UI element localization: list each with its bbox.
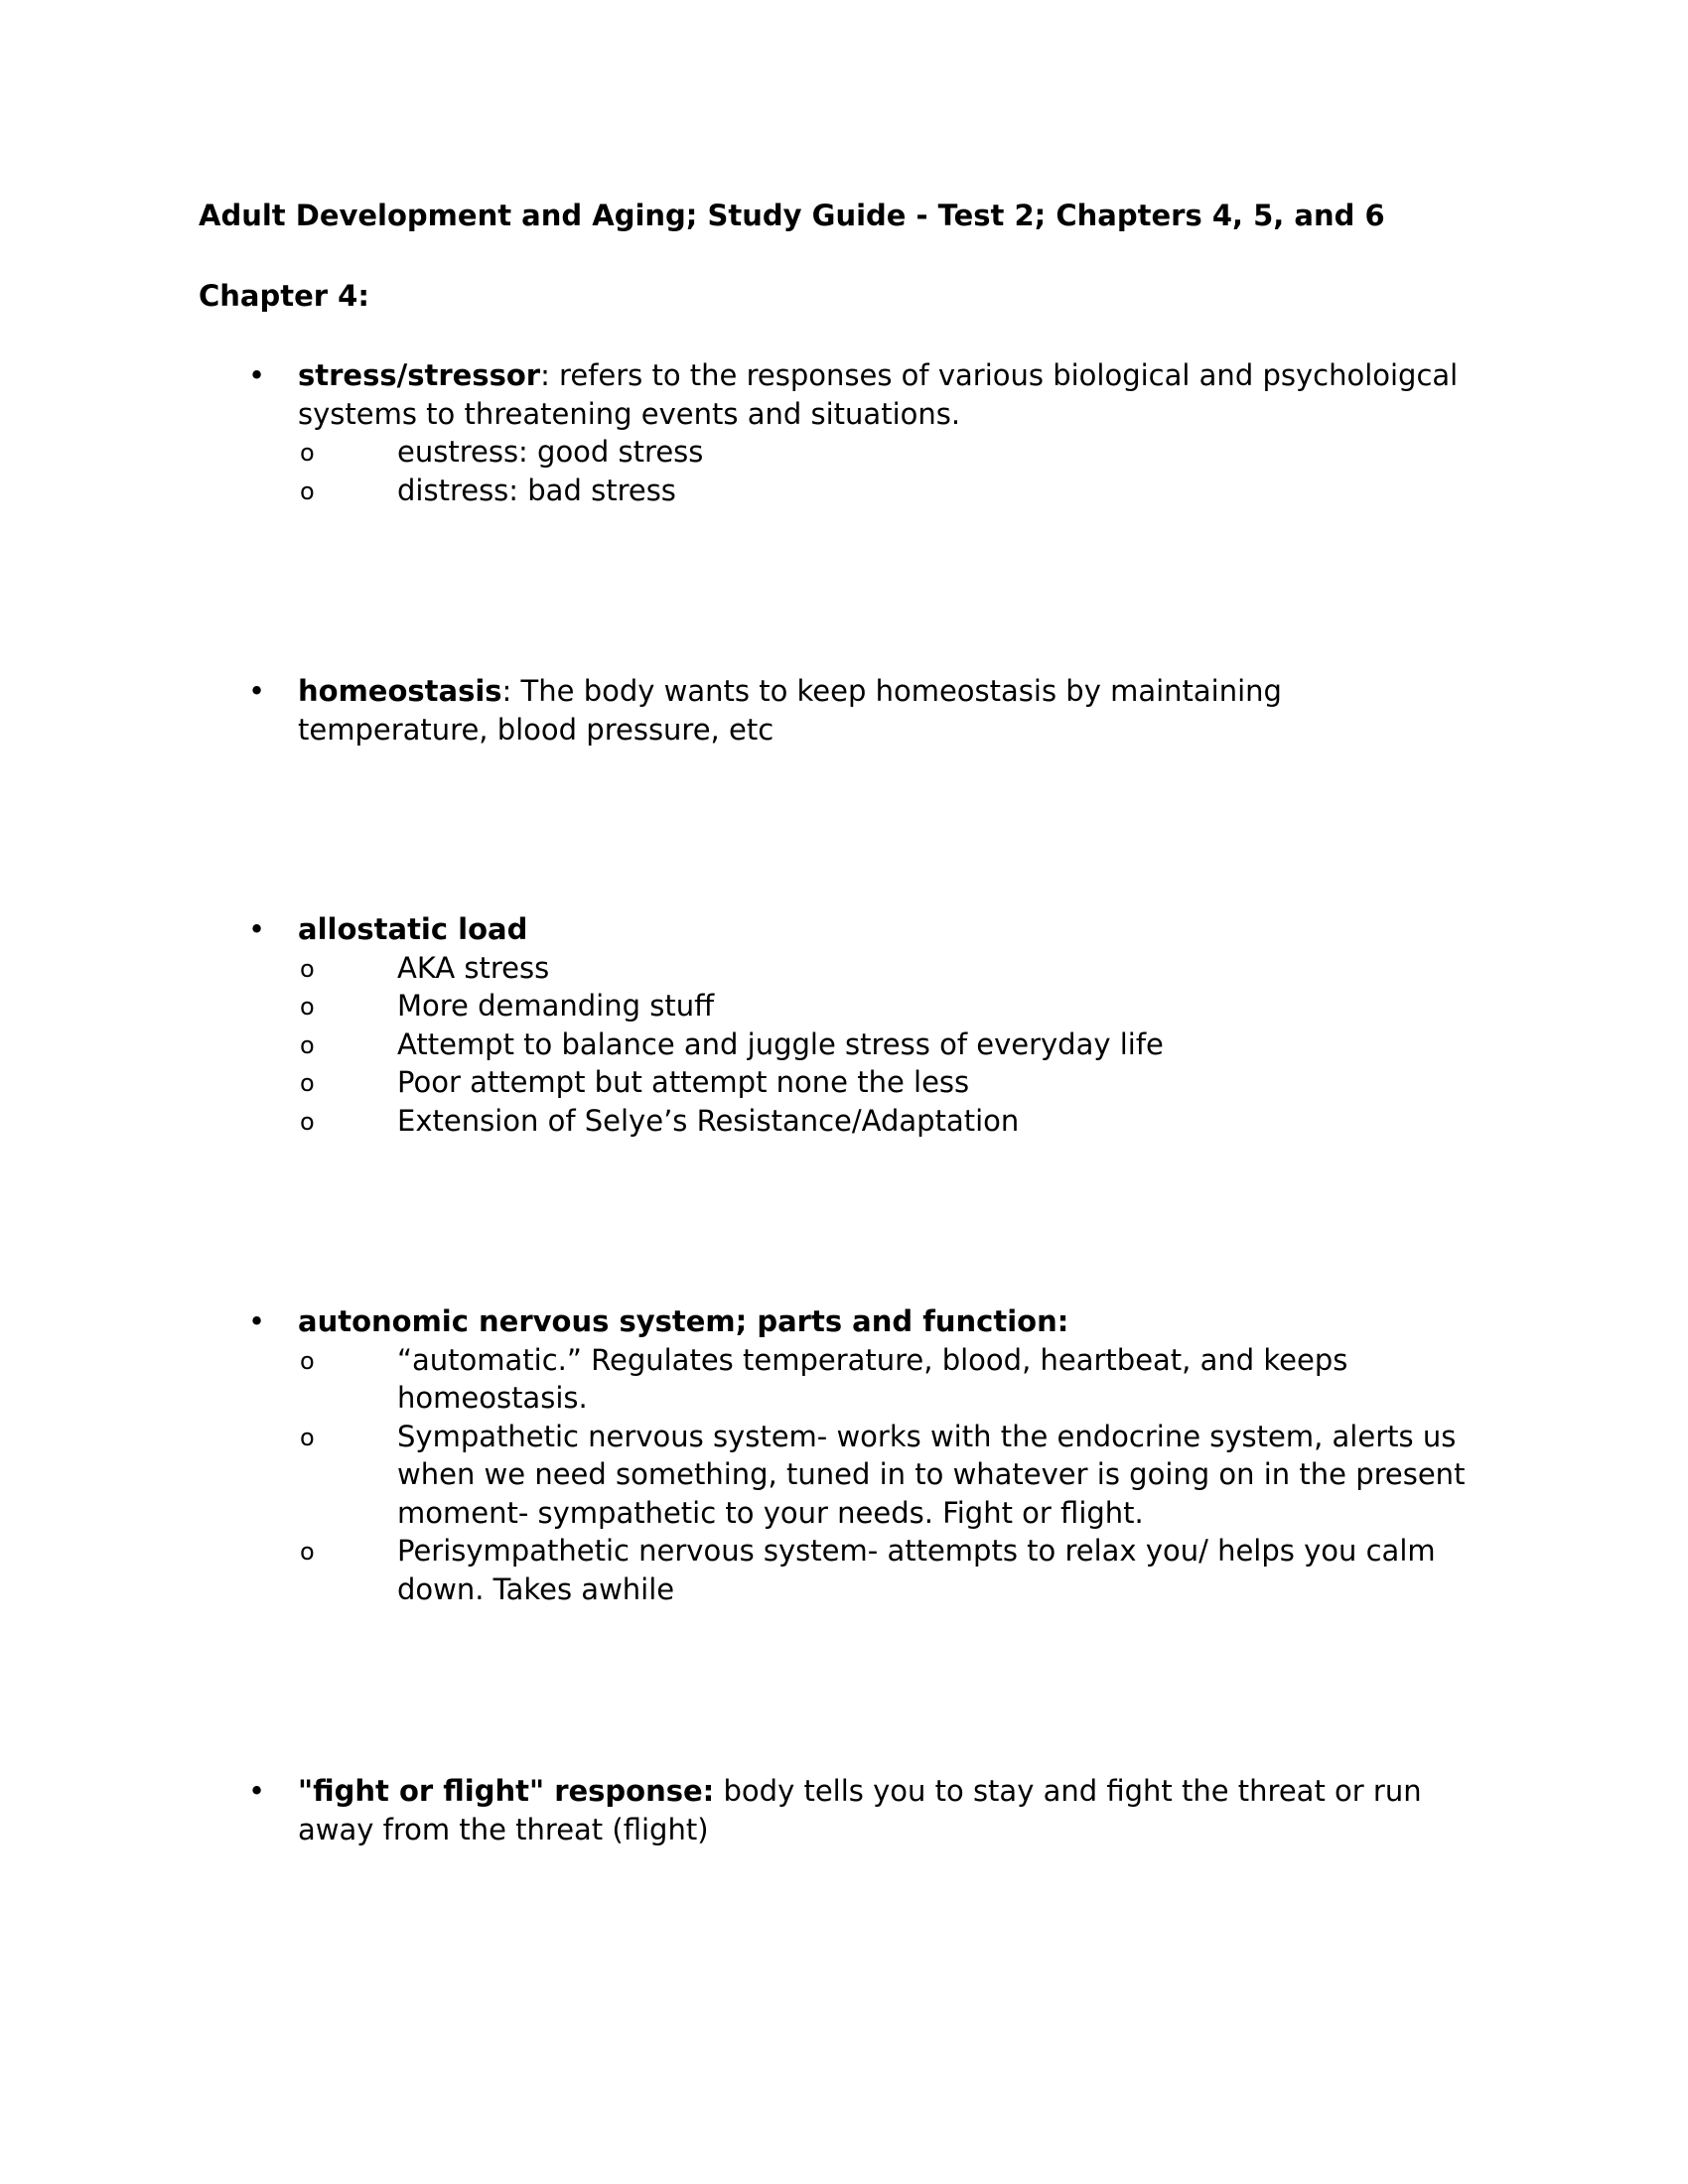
term-definition: body tells you to stay and fight the threat or run away from the threat (flight) (298, 1774, 1422, 1846)
sub-item-text: Sympathetic nervous system- works with the endocrine system, alerts us when we need something, tuned in to whatever is going on in the present moment- sympathetic to your needs. Fight or flight. (397, 1419, 1466, 1530)
bullet-icon: • (248, 1304, 266, 1338)
sub-list-item (298, 472, 1470, 510)
sub-list-item (298, 1063, 1470, 1102)
term-entry-stress (248, 356, 1509, 509)
circle-bullet-icon: o (300, 1538, 315, 1566)
term-line (298, 356, 1470, 433)
term-label: autonomic nervous system; parts and function: (298, 1304, 1069, 1338)
sub-item-text: More demanding stuff (397, 989, 715, 1023)
sub-list (298, 1341, 1509, 1609)
sub-item-text: AKA stress (397, 950, 550, 985)
sub-list (298, 433, 1509, 509)
sub-list-item (298, 1341, 1470, 1418)
sub-item-text: eustress: good stress (397, 435, 704, 469)
bullet-icon: • (248, 674, 266, 708)
term-entry-autonomic-nervous-system (248, 1302, 1509, 1608)
bullet-icon: • (248, 358, 266, 392)
sub-list-item (298, 1532, 1470, 1608)
term-line (298, 910, 1470, 949)
term-label: allostatic load (298, 912, 528, 946)
sub-item-text: Poor attempt but attempt none the less (397, 1065, 970, 1099)
term-line (298, 672, 1470, 749)
sub-item-text: Attempt to balance and juggle stress of everyday life (397, 1026, 1164, 1061)
document-title: Adult Development and Aging; Study Guide - Test 2; Chapters 4, 5, and 6 (199, 199, 1385, 232)
term-label: homeostasis (298, 674, 502, 708)
circle-bullet-icon: o (300, 1346, 315, 1375)
sub-list-item (298, 1102, 1470, 1141)
term-line (298, 1772, 1470, 1848)
circle-bullet-icon: o (300, 993, 315, 1021)
term-label: stress/stressor (298, 358, 541, 392)
sub-item-text: Perisympathetic nervous system- attempts to relax you/ helps you calm down. Takes awhile (397, 1534, 1436, 1606)
sub-list (298, 949, 1509, 1141)
term-entry-homeostasis (248, 672, 1509, 749)
circle-bullet-icon: o (300, 1069, 315, 1097)
term-definition: : refers to the responses of various biological and psycholoigcal systems to threatening events and situations. (298, 358, 1459, 431)
term-entry-fight-or-flight (248, 1772, 1509, 1848)
circle-bullet-icon: o (300, 1030, 315, 1059)
bullet-icon: • (248, 1774, 266, 1808)
sub-list-item (298, 949, 1470, 988)
sub-item-text: Extension of Selye’s Resistance/Adaptation (397, 1103, 1020, 1138)
term-entry-allostatic-load (248, 910, 1509, 1140)
sub-list-item (298, 1025, 1470, 1064)
circle-bullet-icon: o (300, 439, 315, 467)
sub-list-item (298, 1418, 1470, 1533)
term-definition: : The body wants to keep homeostasis by maintaining temperature, blood pressure, etc (298, 674, 1282, 747)
sub-list-item (298, 433, 1470, 472)
chapter-heading: Chapter 4: (199, 279, 369, 313)
sub-item-text: “automatic.” Regulates temperature, blood, heartbeat, and keeps homeostasis. (397, 1342, 1348, 1415)
term-label: "fight or flight" response: (298, 1774, 715, 1808)
sub-list-item (298, 987, 1470, 1025)
bullet-icon: • (248, 912, 266, 946)
circle-bullet-icon: o (300, 1423, 315, 1451)
sub-item-text: distress: bad stress (397, 473, 676, 507)
circle-bullet-icon: o (300, 477, 315, 505)
circle-bullet-icon: o (300, 1107, 315, 1136)
circle-bullet-icon: o (300, 954, 315, 983)
term-line (298, 1302, 1470, 1341)
